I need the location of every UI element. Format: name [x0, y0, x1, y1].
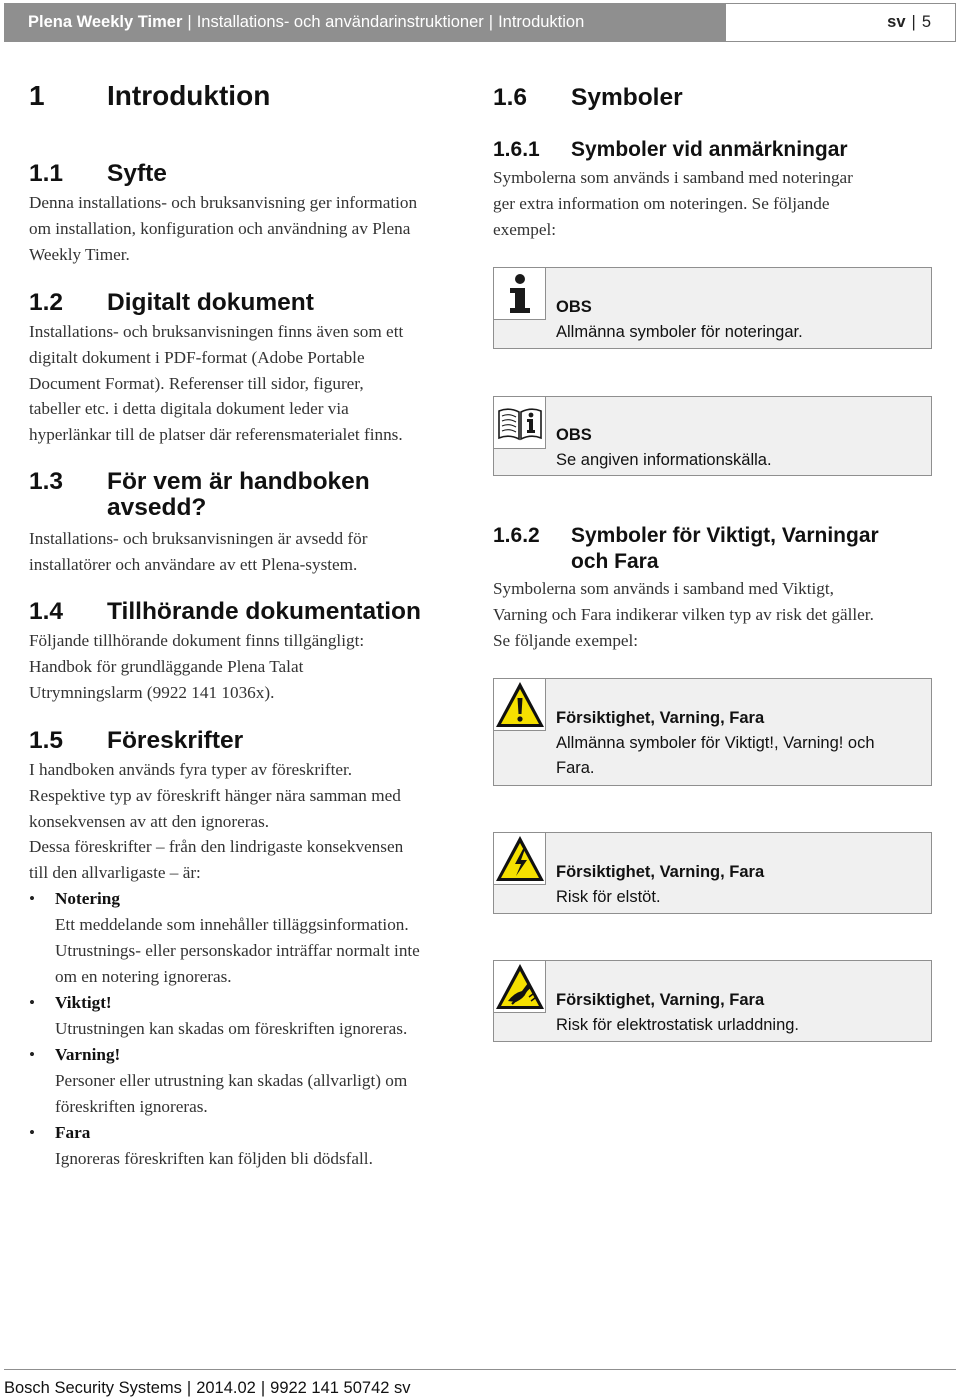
list-item-varning: Varning! Personer eller utrustning kan skadas (allvarligt) om föreskriften ignoreras. [55, 1045, 408, 1116]
notice-title: Försiktighet, Varning, Fara [556, 991, 765, 1009]
warning-exclamation-icon [494, 679, 546, 731]
paragraph-symboler-viktigt: Symbolerna som används i samband med Viktigt, Varning och Fara indikerar vilken typ av risk det gäller. Se följande exempel: [493, 579, 874, 650]
electric-shock-icon [494, 833, 546, 885]
notice-text: Allmänna symboler för noteringar. [556, 323, 803, 341]
paragraph-foreskrifter: I handboken används fyra typer av föreskrifter. Respektive typ av föreskrift hänger nära samman med konsekvensen av att den ignoreras. Dessa föreskrifter – från den lindrigaste konsekvensen till den allvarligaste – är: [29, 760, 404, 883]
footer-doc-number: 9922 141 50742 sv [270, 1379, 411, 1397]
notice-warning-general [493, 678, 932, 786]
bullet: • [29, 993, 36, 1012]
bullet: • [29, 1123, 36, 1142]
notice-text: Fara. [556, 759, 595, 777]
page-footer: Bosch Security Systems | 2014.02 | 9922 141 50742 sv [4, 1369, 956, 1400]
list-item-viktigt: Viktigt! Utrustningen kan skadas om föreskriften ignoreras. [55, 993, 408, 1038]
bullet: • [29, 889, 36, 908]
notice-obs-general [493, 267, 932, 349]
footer-date: 2014.02 [196, 1379, 256, 1397]
paragraph-tillhorande: Följande tillhörande dokument finns tillgängligt: Handbok för grundläggande Plena Talat Utrymningslarm (9922 141 1036x). [29, 631, 365, 702]
notice-text: Allmänna symboler för Viktigt!, Varning! och [556, 734, 875, 752]
header-page-number: 5 [921, 13, 931, 31]
notice-title: OBS [556, 426, 592, 444]
page-number-box: sv | 5 [726, 3, 956, 42]
notice-text: Risk för elektrostatisk urladdning. [556, 1016, 800, 1034]
page-header: Plena Weekly Timer | Installations- och användarinstruktioner | Introduktion [4, 3, 726, 42]
header-product: Plena Weekly Timer [28, 13, 183, 31]
electrostatic-icon [494, 961, 546, 1013]
paragraph-digitalt-dokument: Installations- och bruksanvisningen finns även som ett digitalt dokument i PDF-format (Adobe Portable Document Format). Referenser till sidor, figurer, tabeller etc. i detta digitala dokument leder via hyperlänkar till de platser där referensmaterialet finns. [29, 322, 404, 445]
notice-title: Försiktighet, Varning, Fara [556, 709, 765, 727]
notice-title: OBS [556, 298, 592, 316]
list-item-fara: Fara Ignoreras föreskriften kan följden bli dödsfall. [55, 1123, 373, 1168]
header-language: sv [887, 13, 906, 31]
info-icon [494, 268, 546, 320]
book-info-icon [494, 397, 546, 449]
paragraph-syfte: Denna installations- och bruksanvisning ger information om installation, konfiguration och användning av Plena Weekly Timer. [29, 193, 418, 264]
notice-electrostatic [493, 960, 932, 1042]
list-item-notering: Notering Ett meddelande som innehåller tilläggsinformation. Utrustnings- eller personskador inträffar normalt inte om en notering ignoreras. [55, 889, 420, 986]
notice-text: Se angiven informationskälla. [556, 451, 772, 469]
header-chapter: Introduktion [498, 13, 585, 31]
notice-electric-shock [493, 832, 932, 914]
footer-company: Bosch Security Systems [4, 1379, 182, 1397]
notice-text: Risk för elstöt. [556, 888, 661, 906]
header-doc-title: Installations- och användarinstruktioner [196, 13, 484, 31]
bullet: • [29, 1045, 36, 1064]
paragraph-for-vem: Installations- och bruksanvisningen är avsedd för installatörer och användare av ett Plena-system. [29, 529, 368, 574]
notice-title: Försiktighet, Varning, Fara [556, 863, 765, 881]
notice-obs-source [493, 396, 932, 476]
paragraph-symboler-anmarkningar: Symbolerna som används i samband med noteringar ger extra information om noteringen. Se följande exempel: [493, 168, 853, 239]
